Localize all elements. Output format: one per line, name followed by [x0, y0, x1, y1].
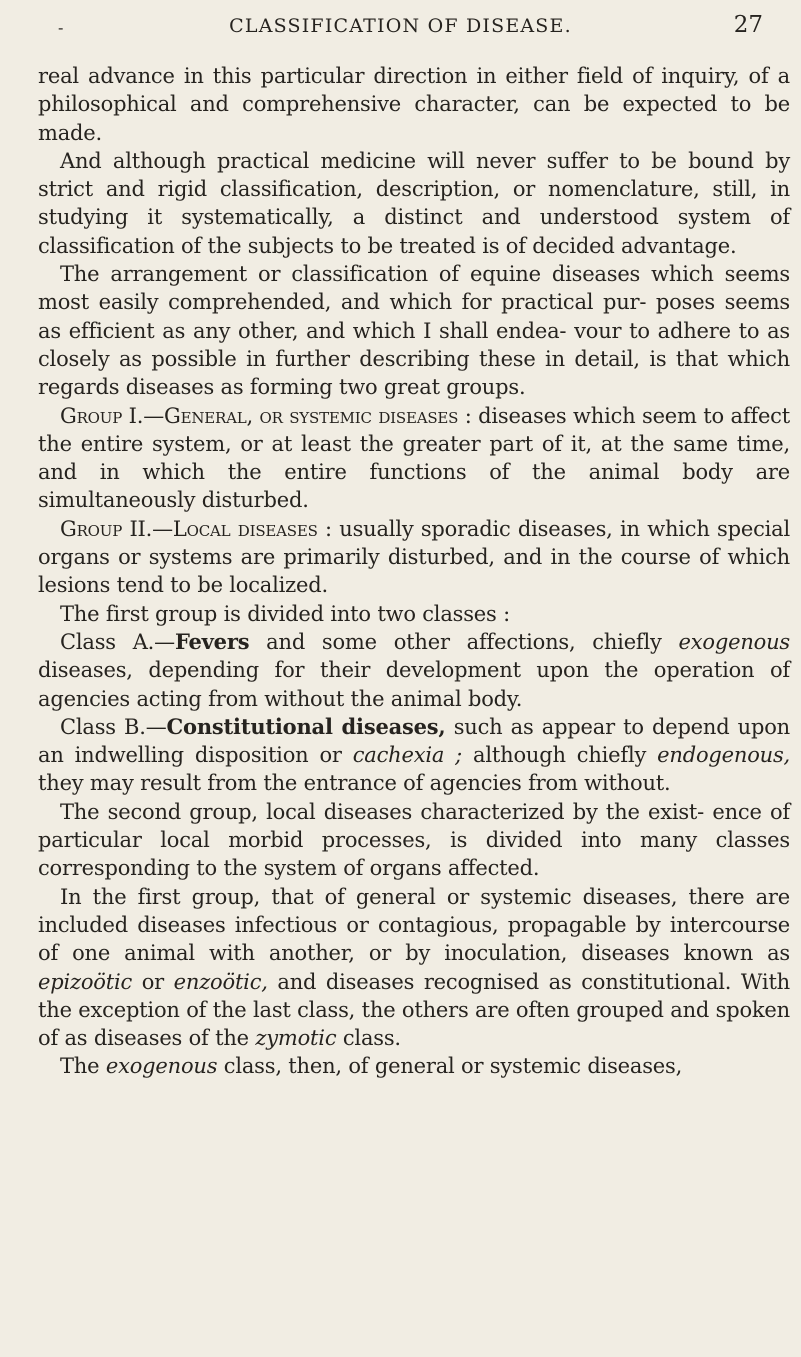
class-b-italic-endogenous: endogenous,	[657, 743, 791, 768]
exogenous-italic: exogenous	[105, 1054, 218, 1079]
paragraph-first-group-detail	[38, 883, 790, 1053]
class-b-label: Constitutional diseases,	[166, 713, 446, 739]
class-a-prefix: Class A.—	[60, 629, 175, 654]
paragraph-class-a	[38, 628, 790, 713]
detail-italic-zymotic: zymotic	[255, 1026, 337, 1051]
running-head	[0, 12, 801, 46]
group-one-label: Group I.—General, or systemic diseases :	[60, 403, 472, 428]
detail-mid: or	[132, 969, 174, 994]
paragraph-medicine: And although practical medicine will never suffer to be bound by strict and rigid classification, description, or nomenclature, still, in studying it systematically, a distinct and understood system of classification of the subjects to be treated is of decided advantage.	[38, 148, 790, 258]
class-a-mid: and some other affections, chiefly	[249, 629, 679, 654]
paragraph-group-two	[38, 515, 790, 600]
exogenous-prefix: The	[60, 1054, 106, 1079]
group-two-label: Group II.—Local diseases :	[60, 516, 332, 541]
class-b-italic-cachexia: cachexia ;	[352, 743, 463, 768]
paragraph-continuation: real advance in this particular direction in either field of inquiry, of a philosophical and comprehensive character, can be expected to be made.	[38, 64, 790, 145]
class-a-label: Fevers	[174, 628, 250, 654]
class-b-suffix: they may result from the entrance of agencies from without.	[38, 771, 671, 796]
group-one-text: diseases which seem to affect the entire system, or at least the greater part of it, at the same time, and in which the entire functions of the animal body are simultaneously disturbed.	[38, 403, 790, 513]
detail-italic-epizootic: epizoötic	[38, 969, 133, 994]
class-b-mid: such as appear to depend upon an indwelling disposition or	[38, 714, 790, 768]
exogenous-suffix: class, then, of general or systemic diseases,	[217, 1054, 683, 1079]
paragraph-group-one	[38, 402, 790, 515]
body-text	[38, 62, 790, 1081]
detail-text-2: and diseases recognised as constitutional. With the exception of the last class, the others are often grouped and spoken of as diseases of the	[38, 969, 791, 1051]
paragraph-classes-intro: The first group is divided into two classes :	[60, 601, 510, 626]
class-a-suffix: diseases, depending for their development upon the operation of agencies acting from without the animal body.	[38, 658, 790, 711]
class-b-prefix: Class B.—	[60, 714, 167, 739]
header-dash: -	[58, 18, 64, 37]
page-number: 27	[733, 12, 763, 38]
detail-italic-enzootic: enzoötic,	[173, 969, 268, 994]
paragraph-arrangement: The arrangement or classification of equine diseases which seems most easily comprehended, and which for practical pur- poses seems as efficient as any other, and which I shall endea- vour to adhere to as closely as possible in further describing these in detail, is that which regards diseases as forming two great groups.	[38, 262, 790, 400]
paragraph-exogenous-class	[38, 1052, 790, 1080]
class-a-italic: exogenous	[678, 629, 790, 654]
group-two-text: usually sporadic diseases, in which special organs or systems are primarily disturbed, and in the course of which lesions tend to be localized.	[38, 516, 790, 598]
paragraph-class-b	[38, 713, 790, 798]
paragraph-second-group: The second group, local diseases characterized by the exist- ence of particular local morbid processes, is divided into many classes corresponding to the system of organs affected.	[38, 799, 790, 881]
page-title: CLASSIFICATION OF DISEASE.	[229, 15, 572, 37]
class-b-mid2: although chiefly	[462, 743, 658, 768]
detail-text-1: In the first group, that of general or systemic diseases, there are included diseases infectious or contagious, propagable by intercourse of one animal with another, or by inoculation, diseases known as	[38, 884, 790, 966]
detail-text-3: class.	[336, 1026, 401, 1051]
